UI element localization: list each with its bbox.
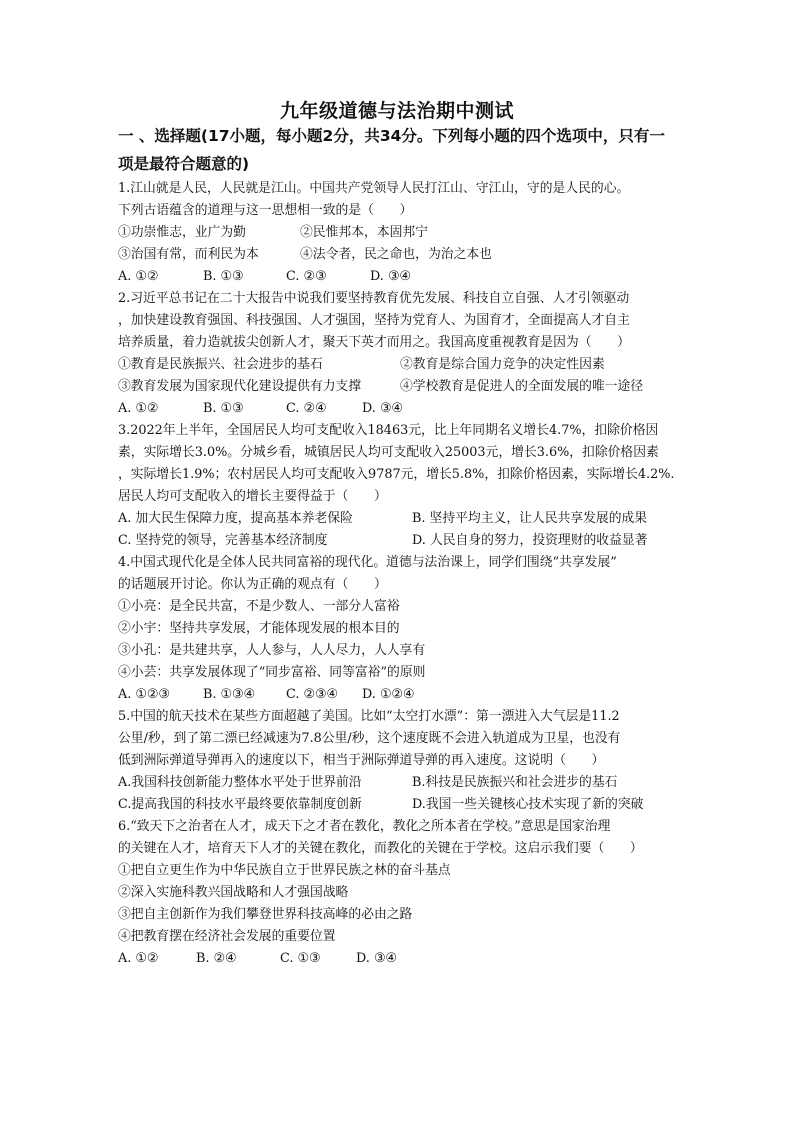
statement-option-1: ①功崇惟志，业广为勤	[118, 225, 246, 240]
question-stem-line: 的关键在人才，培育天下人才的关键在教化，而教化的关键在于学校。这启示我们要（ ）	[118, 841, 643, 856]
choice-c: C. ②③	[286, 269, 327, 284]
statement-option-2: ②教育是综合国力竞争的决定性因素	[400, 357, 605, 372]
statement-option-2: ②民惟邦本，本固邦宁	[300, 225, 428, 240]
statement-option-3: ③教育发展为国家现代化建设提供有力支撑	[118, 379, 362, 394]
choice-b: B. ①③④	[203, 687, 255, 702]
choice-b: B.科技是民族振兴和社会进步的基石	[412, 775, 618, 790]
choice-d: D. ①②④	[362, 687, 415, 702]
question-stem-line: ，加快建设教育强国、科技强国、人才强国，坚持为党育人、为国育才，全面提高人才自主	[118, 313, 630, 328]
question-stem-line: 4.中国式现代化是全体人民共同富裕的现代化。道德与法治课上，同学们围绕“共享发展”	[118, 555, 617, 570]
statement-option-2: ②深入实施科教兴国战略和人才强国战略	[118, 885, 349, 900]
question-stem-line: 下列古语蕴含的道理与这一思想相一致的是（ ）	[118, 203, 413, 218]
choice-a: A.我国科技创新能力整体水平处于世界前沿	[118, 775, 362, 790]
choice-b: B. ①③	[203, 269, 244, 284]
choice-d: D.我国一些关键核心技术实现了新的突破	[412, 797, 644, 812]
choice-d: D. ③④	[362, 401, 403, 416]
statement-option-4: ④学校教育是促进人的全面发展的唯一途径	[400, 379, 644, 394]
question-stem-line: 居民人均可支配收入的增长主要得益于（ ）	[118, 489, 387, 504]
choice-a: A. ①②③	[118, 687, 170, 702]
statement-option-1: ①小亮：是全民共富，不是少数人、一部分人富裕	[118, 599, 400, 614]
statement-option-3: ③小孔：是共建共享，人人参与，人人尽力，人人享有	[118, 643, 426, 658]
statement-option-3: ③把自主创新作为我们攀登世界科技高峰的必由之路	[118, 907, 413, 922]
question-stem-line: 1.江山就是人民，人民就是江山。中国共产党领导人民打江山、守江山，守的是人民的心。	[118, 181, 630, 196]
question-stem-line: 6.“致天下之治者在人才，成天下之才者在教化，教化之所本者在学校。”意思是国家治理	[118, 819, 611, 834]
question-stem-line: 低到洲际弹道导弹再入的速度以下，相当于洲际弹道导弹的再入速度。这说明（ ）	[118, 753, 605, 768]
statement-option-1: ①教育是民族振兴、社会进步的基石	[118, 357, 323, 372]
choice-b: B. 坚持平均主义，让人民共享发展的成果	[412, 511, 648, 526]
choice-c: C. ②④	[286, 401, 327, 416]
statement-option-4: ④把教育摆在经济社会发展的重要位置	[118, 929, 336, 944]
statement-option-4: ④法令者，民之命也，为治之本也	[300, 247, 492, 262]
choice-a: A. ①②	[118, 269, 159, 284]
choice-b: B. ①③	[203, 401, 244, 416]
question-stem-line: 3.2022年上半年，全国居民人均可支配收入18463元，比上年同期名义增长4.7%，扣除价格因	[118, 423, 659, 438]
choice-d: D. ③④	[370, 269, 411, 284]
choice-a: A. ①②	[118, 401, 159, 416]
choice-a: A. ①②	[118, 951, 159, 966]
choice-b: B. ②④	[196, 951, 237, 966]
question-stem-line: 5.中国的航天技术在某些方面超越了美国。比如“太空打水漂”：第一漂进入大气层是11.2	[118, 709, 620, 724]
section-heading-line-1: 一 、选择题(17小题，每小题2分，共34分。下列每小题的四个选项中，只有一	[118, 127, 665, 145]
question-stem-line: ，实际增长1.9%；农村居民人均可支配收入9787元，增长5.8%，扣除价格因素，实际增长4.2%.	[118, 467, 675, 482]
choice-c: C.提高我国的科技水平最终要依靠制度创新	[118, 797, 362, 812]
choice-c: C. ②③④	[286, 687, 338, 702]
choice-a: A. 加大民生保障力度，提高基本养老保险	[118, 511, 353, 526]
choice-c: C. ①③	[280, 951, 321, 966]
statement-option-4: ④小芸：共享发展体现了“同步富裕、同等富裕”的原则	[118, 665, 426, 680]
statement-option-2: ②小宇：坚持共享发展，才能体现发展的根本目的	[118, 621, 400, 636]
question-stem-line: 的话题展开讨论。你认为正确的观点有（ ）	[118, 577, 387, 592]
choice-d: D. ③④	[356, 951, 397, 966]
question-stem-line: 公里/秒，到了第二漂已经减速为7.8公里/秒，这个速度既不会进入轨道成为卫星，也没有	[118, 731, 621, 746]
question-stem-line: 2.习近平总书记在二十大报告中说我们要坚持教育优先发展、科技自立自强、人才引领驱动	[118, 291, 630, 306]
question-stem-line: 培养质量，着力造就拔尖创新人才，聚天下英才而用之。我国高度重视教育是因为（ ）	[118, 335, 630, 350]
choice-c: C. 坚持党的领导，完善基本经济制度	[118, 533, 328, 548]
question-stem-line: 素，实际增长3.0%。分城乡看，城镇居民人均可支配收入25003元，增长3.6%，扣除价格因素	[118, 445, 659, 460]
statement-option-1: ①把自立更生作为中华民族自立于世界民族之林的奋斗基点	[118, 863, 451, 878]
statement-option-3: ③治国有常，而利民为本	[118, 247, 259, 262]
exam-title: 九年级道德与法治期中测试	[279, 100, 514, 122]
section-heading-line-2: 项是最符合题意的)	[118, 155, 250, 173]
choice-d: D. 人民自身的努力，投资理财的收益显著	[412, 533, 648, 548]
